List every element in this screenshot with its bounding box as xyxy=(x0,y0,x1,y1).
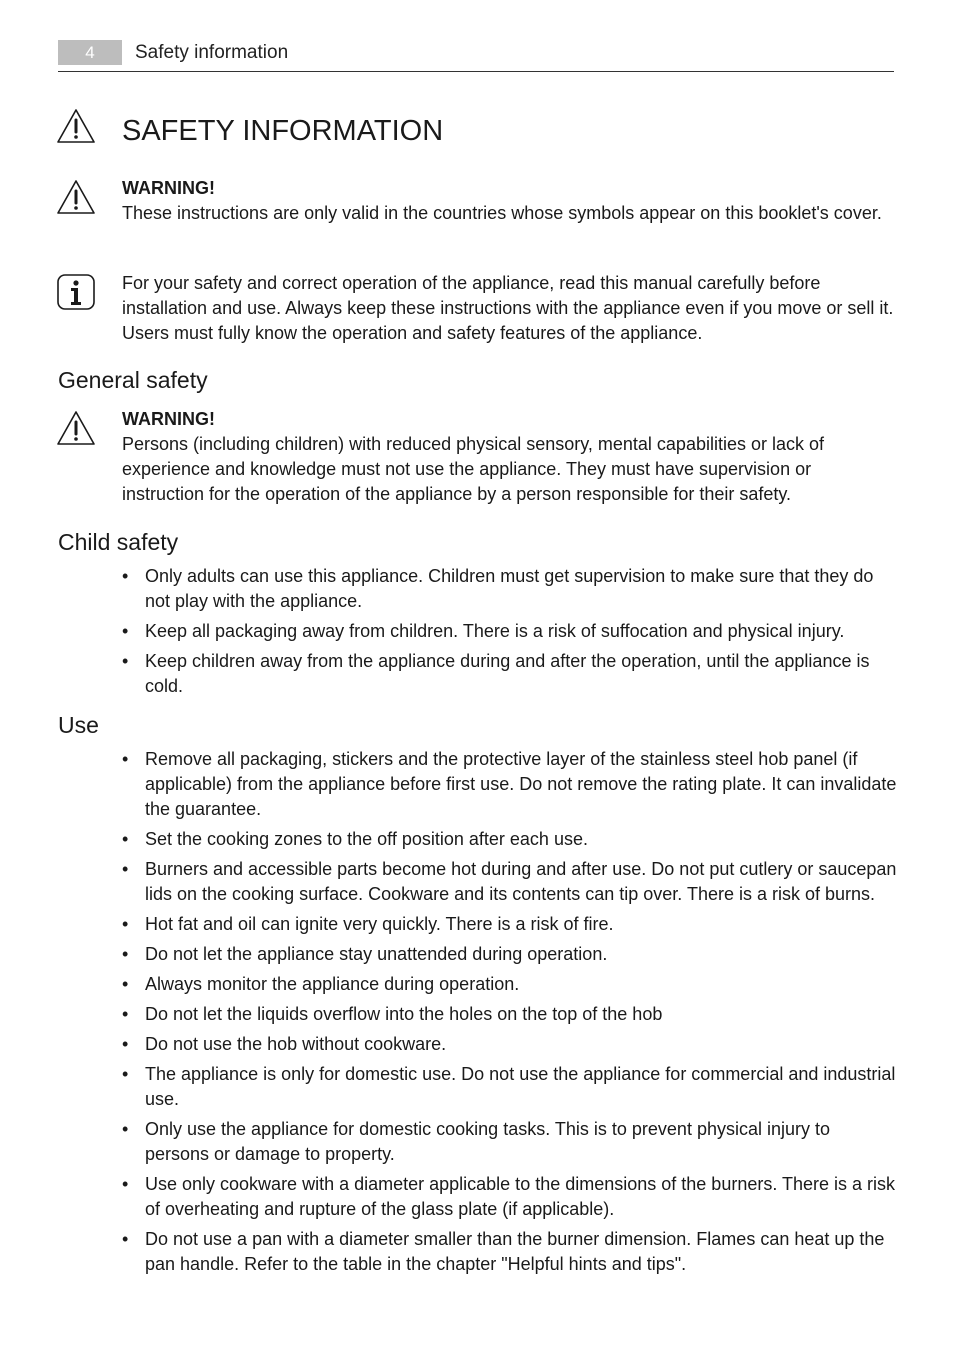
warning-text: These instructions are only valid in the countries whose symbols appear on this booklet's cover. xyxy=(122,203,882,223)
list-item: • Use only cookware with a diameter applicable to the dimensions of the burners. There is a risk of overheating and rupture of the glass plate (if applicable). xyxy=(122,1172,897,1222)
list-item: • Hot fat and oil can ignite very quickly. There is a risk of fire. xyxy=(122,912,897,937)
warning-triangle-icon xyxy=(56,409,96,447)
warning-triangle-icon xyxy=(56,178,96,216)
info-icon xyxy=(56,273,96,311)
list-item: • Do not let the liquids overflow into the holes on the top of the hob xyxy=(122,1002,897,1027)
warning-label: WARNING! xyxy=(122,178,215,198)
header-section-title: Safety information xyxy=(135,42,289,63)
list-item: • The appliance is only for domestic use. Do not use the appliance for commercial and industrial use. xyxy=(122,1062,897,1112)
list-item: • Only use the appliance for domestic cooking tasks. This is to prevent physical injury to persons or damage to property. xyxy=(122,1117,897,1167)
child-safety-list xyxy=(122,564,897,704)
list-item: • Burners and accessible parts become hot during and after use. Do not put cutlery or saucepan lids on the cooking surface. Cookware and its contents can tip over. There is a risk of burns. xyxy=(122,857,897,907)
page-title: SAFETY INFORMATION xyxy=(122,115,444,147)
intro-warning xyxy=(122,176,897,226)
list-item: • Remove all packaging, stickers and the protective layer of the stainless steel hob panel (if applicable) from the appliance before first use. Do not remove the rating plate. It can invalidate the guarantee. xyxy=(122,747,897,822)
list-item: • Always monitor the appliance during operation. xyxy=(122,972,897,997)
intro-info: For your safety and correct operation of the appliance, read this manual carefully before installation and use. Always keep these instructions with the appliance even if you move or sell it. Users must fully know the operation and safety features of the appliance. xyxy=(122,273,894,343)
list-item: • Do not use a pan with a diameter smaller than the burner dimension. Flames can heat up the pan handle. Refer to the table in the chapter "Helpful hints and tips". xyxy=(122,1227,897,1277)
use-list xyxy=(122,747,897,1282)
section-heading-use: Use xyxy=(58,712,99,738)
warning-label: WARNING! xyxy=(122,409,215,429)
list-item: • Set the cooking zones to the off position after each use. xyxy=(122,827,897,852)
list-item: • Do not use the hob without cookware. xyxy=(122,1032,897,1057)
list-item: • Only adults can use this appliance. Children must get supervision to make sure that they do not play with the appliance. xyxy=(122,564,897,614)
general-safety-warning xyxy=(122,407,897,507)
page-number: 4 xyxy=(58,40,122,65)
section-heading-general-safety: General safety xyxy=(58,367,208,393)
warning-triangle-icon xyxy=(56,107,96,145)
warning-text: Persons (including children) with reduced physical sensory, mental capabilities or lack of experience and knowledge must not use the appliance. They must have supervision or instruction for the operation of the appliance by a person responsible for their safety. xyxy=(122,434,824,504)
section-heading-child-safety: Child safety xyxy=(58,529,179,555)
page-header xyxy=(58,40,894,72)
list-item: • Do not let the appliance stay unattended during operation. xyxy=(122,942,897,967)
list-item: • Keep all packaging away from children. There is a risk of suffocation and physical injury. xyxy=(122,619,897,644)
list-item: • Keep children away from the appliance during and after the operation, until the appliance is cold. xyxy=(122,649,897,699)
